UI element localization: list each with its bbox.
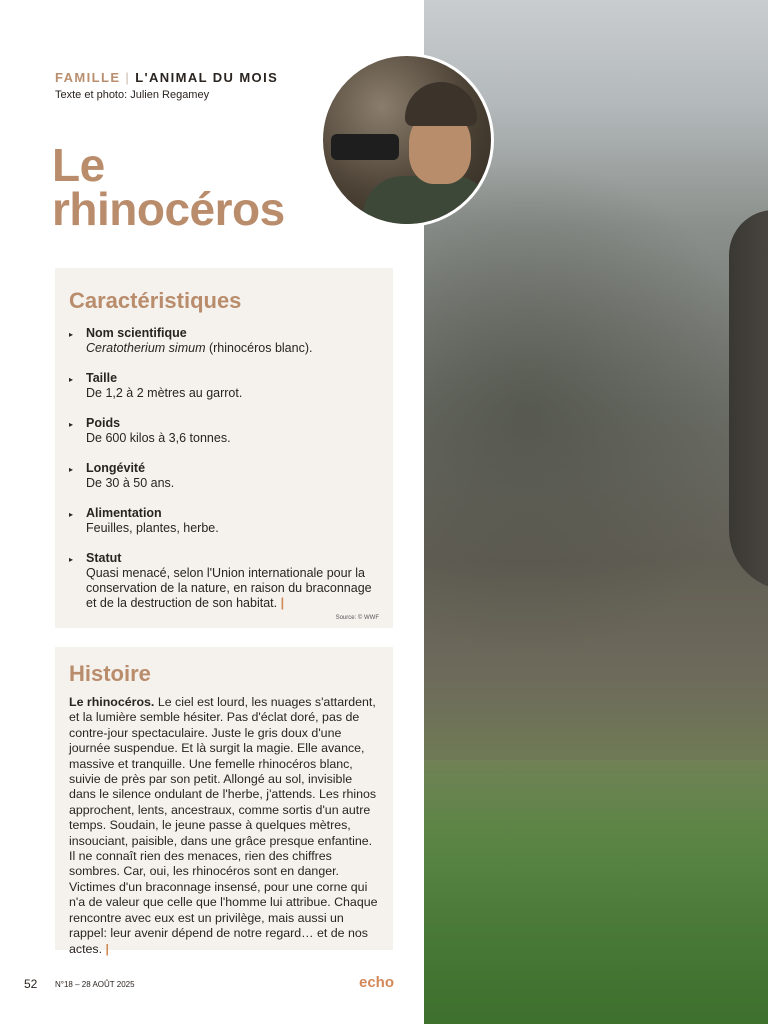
list-item (69, 371, 379, 401)
item-value (86, 341, 379, 356)
item-label: Nom scientifique (86, 326, 187, 340)
history-lead: Le rhinocéros. (69, 695, 155, 709)
page-number: 52 (24, 977, 38, 991)
author-credit: Texte et photo: Julien Regamey (55, 89, 210, 101)
item-value (86, 566, 379, 611)
item-value: Feuilles, plantes, herbe. (86, 521, 219, 535)
bullet-icon: ▸ (69, 510, 74, 519)
item-label: Statut (86, 551, 122, 565)
history-body: Le ciel est lourd, les nuages s'attardent, et la lumière semble hésiter. Pas d'éclat doré, pas de contre-jour spectaculaire. Juste le gris doux d'une journée suspendue. Et là surgit la magie. Elle avance, massive et tranquille. Une femelle rhinocéros blanc, suivie de près par son petit. Allongé au sol, invisible dans le silence ondulant de l'herbe, j'attends. Les rhinos approchent, lents, ancestraux, comme sortis d'un autre temps. Soudain, le jeune passe à quelques mètres, insouciant, paisible, dans une grâce presque enfantine. Il ne connaît rien des menaces, rien des chiffres sombres. Car, oui, les rhinocéros sont en danger. Victimes d'un braconnage insensé, pour une corne qui n'a de valeur que celle que l'homme lui attribue. Chaque rencontre avec eux est un privilège, mais aussi un rappel: leur avenir dépend de notre regard… et de nos actes. (69, 695, 378, 956)
item-label: Taille (86, 371, 118, 385)
photo-grass (424, 760, 768, 1024)
scientific-name: Ceratotherium simum (86, 341, 206, 355)
section-label: L'ANIMAL DU MOIS (135, 70, 279, 85)
item-value-rest: (rhinocéros blanc). (205, 341, 313, 355)
portrait-hat (405, 82, 477, 126)
bullet-icon: ▸ (69, 330, 74, 339)
kicker-separator: | (125, 70, 131, 85)
bullet-icon: ▸ (69, 375, 74, 384)
bullet-icon: ▸ (69, 555, 74, 564)
list-item (69, 326, 379, 356)
issue-info: N°18 – 28 AOÛT 2025 (55, 980, 135, 989)
title-line-2: rhinocéros (52, 183, 285, 235)
title-line-1: Le (52, 139, 105, 191)
binoculars-icon (331, 134, 399, 160)
list-item (69, 461, 379, 491)
category-label: FAMILLE (55, 70, 121, 85)
characteristics-heading: Caractéristiques (69, 288, 242, 313)
source-note: Source: © WWF (335, 615, 379, 621)
author-portrait (320, 53, 494, 227)
history-box (55, 647, 393, 956)
rhino-figure (729, 210, 768, 590)
item-label: Alimentation (86, 506, 162, 520)
item-value: De 30 à 50 ans. (86, 476, 175, 490)
characteristics-box (55, 268, 393, 628)
brand-logo: echo (359, 974, 395, 991)
item-label: Longévité (86, 461, 146, 475)
list-item (69, 416, 379, 446)
list-item (69, 551, 379, 611)
bullet-icon: ▸ (69, 465, 74, 474)
bullet-icon: ▸ (69, 420, 74, 429)
portrait-coat (363, 176, 493, 227)
status-text: Quasi menacé, selon l'Union internationale pour la conservation de la nature, en raison du braconnage et de la destruction de son habitat. (86, 566, 372, 610)
history-heading: Histoire (69, 661, 151, 686)
item-label: Poids (86, 416, 121, 430)
section-kicker (55, 70, 278, 85)
end-mark: | (280, 596, 285, 610)
history-text (69, 695, 379, 957)
item-value: De 1,2 à 2 mètres au garrot. (86, 386, 243, 400)
end-mark: | (105, 941, 109, 956)
list-item (69, 506, 379, 536)
photo-background (424, 160, 768, 660)
item-value: De 600 kilos à 3,6 tonnes. (86, 431, 231, 445)
page-title (52, 139, 332, 235)
